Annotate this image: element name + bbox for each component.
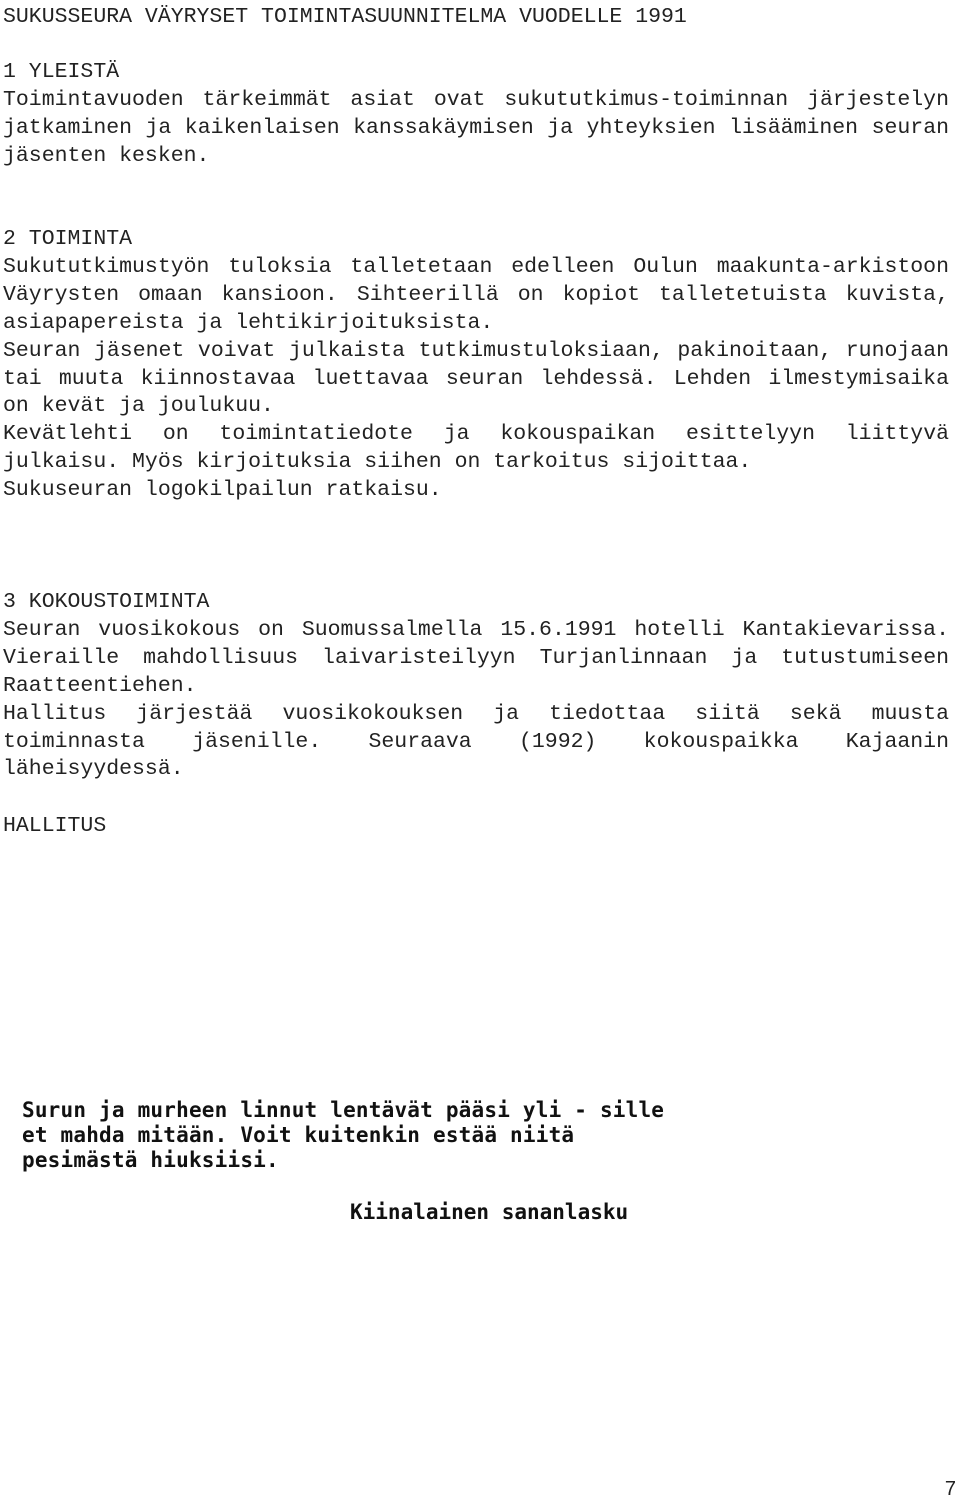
document-title: SUKUSSEURA VÄYRYSET TOIMINTASUUNNITELMA VUODELLE 1991 (3, 5, 687, 29)
section-paragraph: Sukututkimustyön tuloksia talletetaan edelleen Oulun maakunta-arkistoon Väyrysten omaan kansioon. Sihteerillä on kopiot talletetuista kuvista, asiapapereista ja lehtikirjoituksista. (3, 254, 949, 335)
page-number: 7 (944, 1478, 956, 1500)
section-paragraph: Seuran jäsenet voivat julkaista tutkimustuloksiaan, pakinoitaan, runojaan tai muuta kiinnostavaa luettavaa seuran lehdessä. Lehden ilmestymisaika on kevät ja joulukuu. (3, 338, 949, 419)
quote-line: pesimästä hiuksiisi. (22, 1148, 279, 1172)
section-paragraph: Seuran vuosikokous on Suomussalmella 15.6.1991 hotelli Kantakievarissa. Vieraille mahdollisuus laivaristeilyyn Turjanlinnaan ja tutustumiseen Raatteentiehen. (3, 617, 949, 698)
quote-line: Surun ja murheen linnut lentävät pääsi yli - sille (22, 1098, 665, 1122)
quote-attribution: Kiinalainen sananlasku (350, 1200, 629, 1224)
quote-line: et mahda mitään. Voit kuitenkin estää niitä (22, 1123, 575, 1147)
section-paragraph: Kevätlehti on toimintatiedote ja kokouspaikan esittelyyn liittyvä julkaisu. Myös kirjoituksia siihen on tarkoitus sijoittaa. (3, 422, 949, 475)
section-heading: 2 TOIMINTA (3, 227, 133, 251)
signature: HALLITUS (3, 814, 107, 838)
section-paragraph: Sukuseuran logokilpailun ratkaisu. (3, 478, 442, 503)
section-paragraph: Hallitus järjestää vuosikokouksen ja tiedottaa siitä sekä muusta toiminnasta jäsenille. Seuraava (1992) kokouspaikka Kajaanin läheisyydessä. (3, 701, 949, 782)
section-meetings (3, 589, 949, 784)
section-paragraph: Toimintavuoden tärkeimmät asiat ovat sukututkimus-toiminnan järjestelyn jatkaminen ja kaikenlaisen kanssakäymisen ja yhteyksien lisääminen seuran jäsenten kesken. (3, 87, 949, 168)
section-activities (3, 226, 949, 505)
section-general (3, 59, 949, 171)
quote (22, 1098, 922, 1173)
section-heading: 1 YLEISTÄ (3, 60, 120, 84)
section-heading: 3 KOKOUSTOIMINTA (3, 590, 210, 614)
